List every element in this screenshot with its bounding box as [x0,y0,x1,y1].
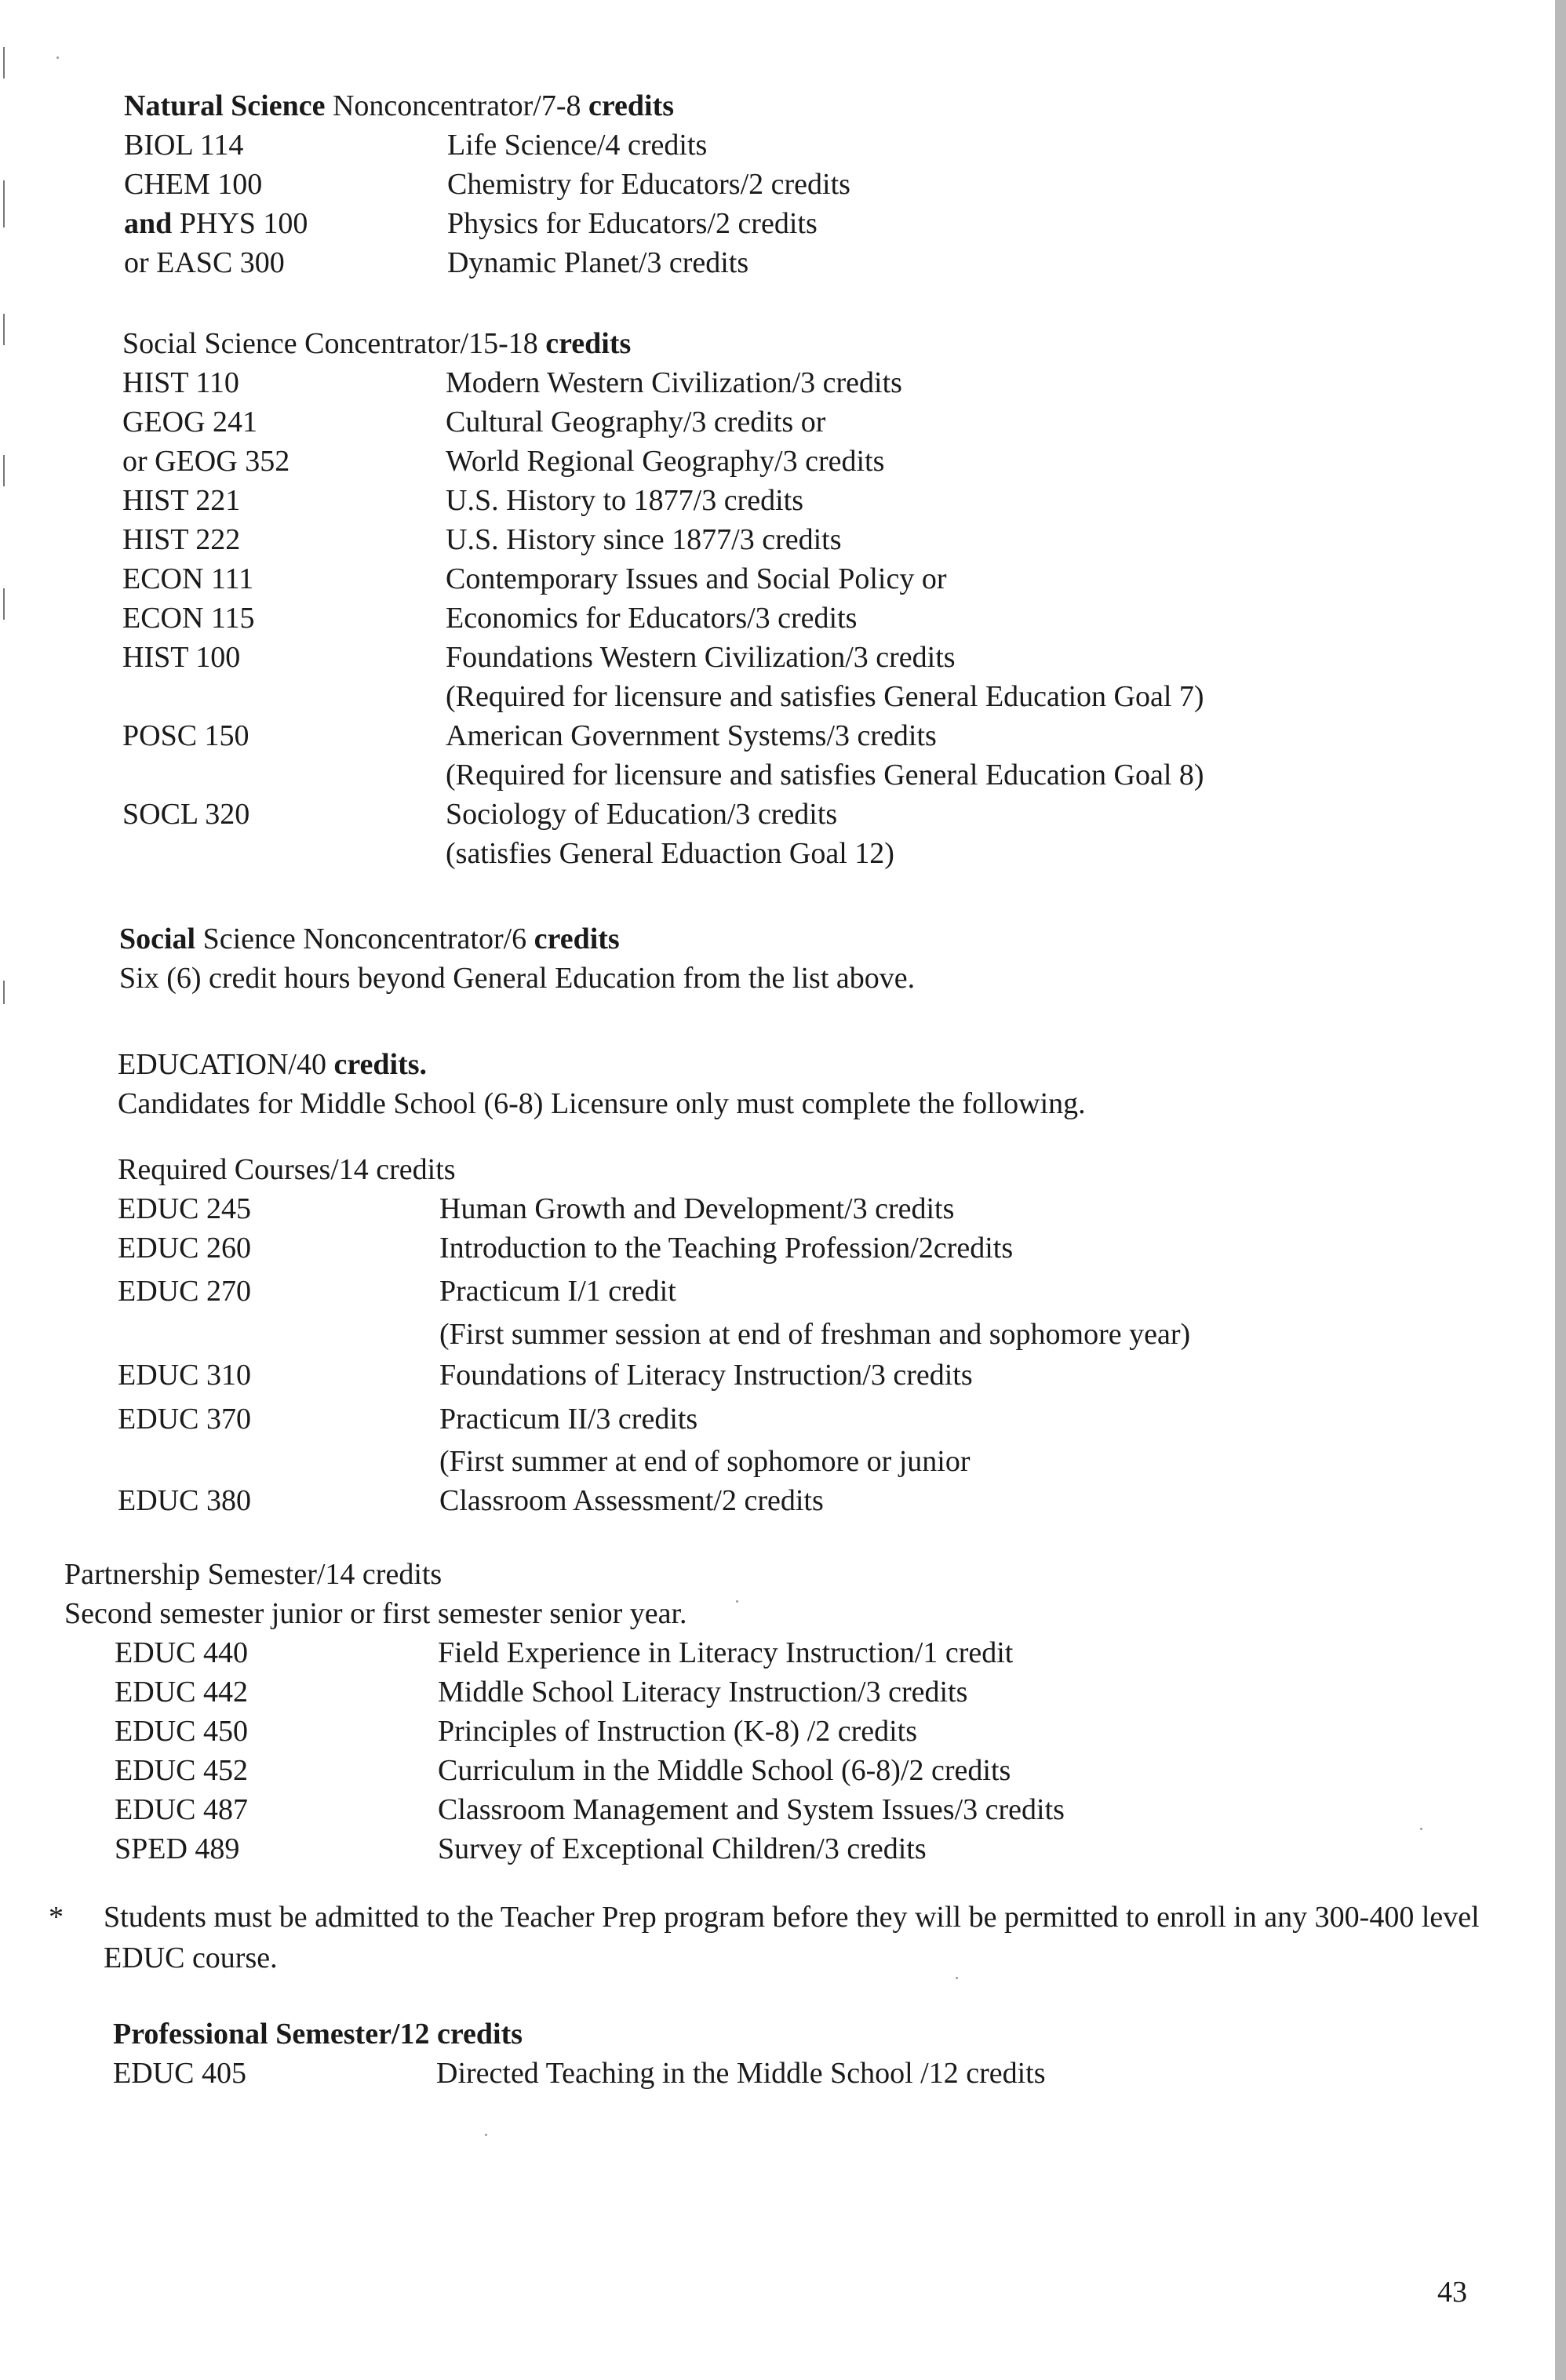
course-row [122,795,1378,834]
scan-mark [3,314,5,345]
social-science-nonconcentrator [119,919,1375,998]
course-row [115,1829,1488,1869]
section-heading [119,919,1375,959]
partnership-semester [64,1555,1437,1869]
section-heading [124,86,1301,126]
asterisk-icon: * [49,1901,64,1934]
course-title: Dynamic Planet/3 credits [447,246,749,279]
course-title: Introduction to the Teaching Profession/2credits [439,1232,1014,1265]
course-title: Contemporary Issues and Social Policy or [446,562,947,595]
course-title: Field Experience in Literacy Instruction/1 credit [438,1636,1014,1669]
course-title: Physics for Educators/2 credits [447,207,818,240]
course-row [115,1712,1488,1751]
course-note: (Required for licensure and satisfies General Education Goal 7) [446,680,1204,713]
course-code: EDUC 450 [115,1715,248,1748]
course-row [124,243,1301,282]
course-title: Sociology of Education/3 credits [446,798,838,831]
course-code: HIST 222 [122,523,241,556]
subsection-subheading: Second semester junior or first semester senior year. [64,1597,687,1630]
course-title: Chemistry for Educators/2 credits [447,168,850,201]
course-code: EDUC 487 [115,1793,248,1826]
page-number: 43 [1437,2276,1467,2309]
course-title: U.S. History since 1877/3 credits [446,523,842,556]
heading-tail: credits [537,327,632,360]
course-row [124,165,1301,204]
course-title: Modern Western Civilization/3 credits [446,366,902,399]
course-title: Curriculum in the Middle School (6-8)/2 credits [438,1754,1011,1787]
section-text: Six (6) credit hours beyond General Education from the list above. [119,962,916,995]
heading-text: Social Science Concentrator/15-18 [122,327,538,360]
course-code: EDUC 440 [115,1636,248,1669]
course-title: Classroom Assessment/2 credits [439,1484,824,1517]
course-code: SPED 489 [115,1832,240,1865]
course-code: GEOG 241 [122,406,258,439]
heading-tail: credits [534,923,620,955]
course-code: EDUC 245 [118,1192,251,1225]
course-row [122,442,1378,481]
course-title: U.S. History to 1877/3 credits [446,484,803,517]
course-row [115,1790,1488,1829]
course-note-row [118,1312,1451,1354]
course-code: POSC 150 [122,719,249,752]
binding-edge [1555,0,1566,2380]
required-courses [118,1150,1451,1520]
course-row [115,1672,1488,1712]
section-heading [118,1045,1451,1084]
course-code [124,204,308,243]
course-note-row [122,755,1378,795]
course-row [122,599,1378,638]
course-code: SOCL 320 [122,798,250,831]
scan-mark [3,47,5,78]
subsection-heading: Required Courses/14 credits [118,1153,456,1186]
course-note-row [122,834,1378,873]
course-code-rest: PHYS 100 [172,207,308,240]
section-text: Candidates for Middle School (6-8) Licensure only must complete the following. [118,1087,1086,1120]
heading-tail: credits. [326,1048,428,1081]
course-row [113,2054,1447,2093]
professional-semester [113,2014,1447,2093]
course-title: Cultural Geography/3 credits or [446,406,826,439]
course-code: EDUC 452 [115,1754,248,1787]
scan-mark [3,455,5,486]
course-code: or GEOG 352 [122,445,290,478]
course-code: ECON 111 [122,562,254,595]
course-row [124,126,1301,165]
course-row [118,1481,1451,1520]
course-code: BIOL 114 [124,129,244,162]
course-title: Human Growth and Development/3 credits [439,1192,955,1225]
heading-bold: Natural Science [124,89,326,122]
course-row [115,1633,1488,1672]
course-title: Directed Teaching in the Middle School /12 credits [436,2057,1046,2090]
scan-mark [3,981,5,1004]
course-row [118,1189,1451,1228]
course-title: Economics for Educators/3 credits [446,602,858,635]
course-code: HIST 221 [122,484,241,517]
course-note-row [122,677,1378,716]
note-text: Students must be admitted to the Teacher Prep program before they will be permitted to enroll in any 300-400 level EDUC course. [104,1901,1480,1974]
course-title: Classroom Management and System Issues/3 credits [438,1793,1065,1826]
heading-text: Science Nonconcentrator/6 [195,923,534,955]
course-note: (First summer at end of sophomore or junior [439,1445,971,1478]
course-code: EDUC 270 [118,1275,251,1308]
course-title: Practicum II/3 credits [439,1403,698,1436]
course-code: EDUC 442 [115,1676,248,1709]
course-row [122,520,1378,559]
course-code: CHEM 100 [124,168,263,201]
social-science-concentrator [122,324,1378,873]
scan-mark [3,588,5,620]
course-code: EDUC 260 [118,1232,251,1265]
subsection-heading: Professional Semester/12 credits [113,2018,523,2051]
course-code: ECON 115 [122,602,255,635]
course-code: EDUC 310 [118,1359,251,1392]
course-title: Practicum I/1 credit [439,1275,676,1308]
heading-text: Nonconcentrator/7-8 [325,89,588,122]
speck [56,56,59,59]
course-title: American Government Systems/3 credits [446,719,937,752]
course-row [122,363,1378,402]
course-title: Survey of Exceptional Children/3 credits [438,1832,927,1865]
course-row [118,1228,1451,1268]
course-note: (satisfies General Eduaction Goal 12) [446,837,894,870]
course-title: Life Science/4 credits [447,129,708,162]
course-code: EDUC 405 [113,2057,246,2090]
course-code: HIST 110 [122,366,239,399]
education-section [118,1045,1451,1123]
course-title: World Regional Geography/3 credits [446,445,885,478]
speck [485,2134,487,2136]
course-row [118,1268,1451,1312]
course-row [115,1751,1488,1790]
course-row [118,1396,1451,1440]
course-title: Foundations of Literacy Instruction/3 credits [439,1359,973,1392]
course-title: Middle School Literacy Instruction/3 credits [438,1676,968,1709]
course-row [122,638,1378,677]
course-row [118,1354,1451,1396]
course-code: HIST 100 [122,641,241,674]
course-code: EDUC 370 [118,1403,251,1436]
course-code: EDUC 380 [118,1484,251,1517]
course-code-bold: and [124,207,173,240]
course-title: Foundations Western Civilization/3 credits [446,641,956,674]
course-row [122,559,1378,599]
subsection-heading: Partnership Semester/14 credits [64,1558,442,1591]
heading-tail: credits [588,89,675,122]
course-title: Principles of Instruction (K-8) /2 credits [438,1715,918,1748]
course-row [122,402,1378,442]
course-note: (First summer session at end of freshman and sophomore year) [439,1318,1191,1351]
course-note-row [118,1440,1451,1481]
course-row [122,481,1378,520]
section-heading [122,324,1378,363]
admission-note [49,1897,1499,1978]
scan-mark [3,180,5,227]
course-row [122,716,1378,755]
natural-science-nonconcentrator [124,86,1301,282]
heading-text: EDUCATION/40 [118,1048,326,1081]
course-row [124,204,1301,243]
course-note: (Required for licensure and satisfies General Education Goal 8) [446,759,1204,792]
heading-bold: Social [119,923,196,955]
course-code: or EASC 300 [124,246,285,279]
